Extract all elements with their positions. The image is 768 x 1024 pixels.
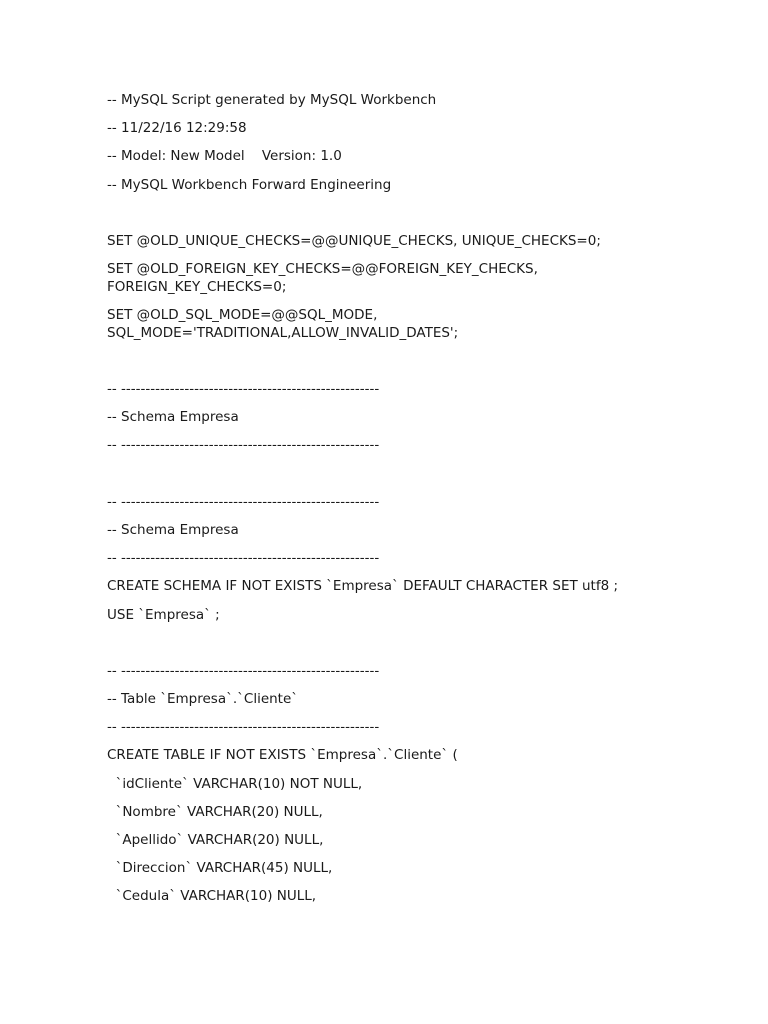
column-definition-line: `Apellido` VARCHAR(20) NULL, <box>107 832 324 848</box>
schema-comment-line: -- Schema Empresa <box>107 409 239 425</box>
divider-line: -- ----------------------------------------------------- <box>107 719 380 735</box>
set-sql-mode-line-2: SQL_MODE='TRADITIONAL,ALLOW_INVALID_DATES'; <box>107 325 459 341</box>
header-timestamp-line: -- 11/22/16 12:29:58 <box>107 120 247 136</box>
header-engineering-line: -- MySQL Workbench Forward Engineering <box>107 177 392 193</box>
set-unique-checks-line: SET @OLD_UNIQUE_CHECKS=@@UNIQUE_CHECKS, UNIQUE_CHECKS=0; <box>107 233 601 249</box>
schema-comment-line: -- Schema Empresa <box>107 522 239 538</box>
create-table-line: CREATE TABLE IF NOT EXISTS `Empresa`.`Cliente` ( <box>107 747 458 763</box>
set-foreign-key-checks-line-1: SET @OLD_FOREIGN_KEY_CHECKS=@@FOREIGN_KEY_CHECKS, <box>107 261 538 277</box>
header-model-line: -- Model: New Model Version: 1.0 <box>107 148 342 164</box>
column-definition-line: `Direccion` VARCHAR(45) NULL, <box>107 860 333 876</box>
divider-line: -- ----------------------------------------------------- <box>107 494 380 510</box>
header-generated-line: -- MySQL Script generated by MySQL Workbench <box>107 92 437 108</box>
create-schema-line: CREATE SCHEMA IF NOT EXISTS `Empresa` DEFAULT CHARACTER SET utf8 ; <box>107 578 619 594</box>
divider-line: -- ----------------------------------------------------- <box>107 550 380 566</box>
divider-line: -- ----------------------------------------------------- <box>107 381 380 397</box>
use-schema-line: USE `Empresa` ; <box>107 607 220 623</box>
table-comment-line: -- Table `Empresa`.`Cliente` <box>107 691 299 707</box>
column-definition-line: `Nombre` VARCHAR(20) NULL, <box>107 804 323 820</box>
column-definition-line: `Cedula` VARCHAR(10) NULL, <box>107 888 317 904</box>
set-foreign-key-checks-line-2: FOREIGN_KEY_CHECKS=0; <box>107 279 287 295</box>
column-definition-line: `idCliente` VARCHAR(10) NOT NULL, <box>107 776 363 792</box>
divider-line: -- ----------------------------------------------------- <box>107 437 380 453</box>
set-sql-mode-line-1: SET @OLD_SQL_MODE=@@SQL_MODE, <box>107 307 378 323</box>
divider-line: -- ----------------------------------------------------- <box>107 663 380 679</box>
